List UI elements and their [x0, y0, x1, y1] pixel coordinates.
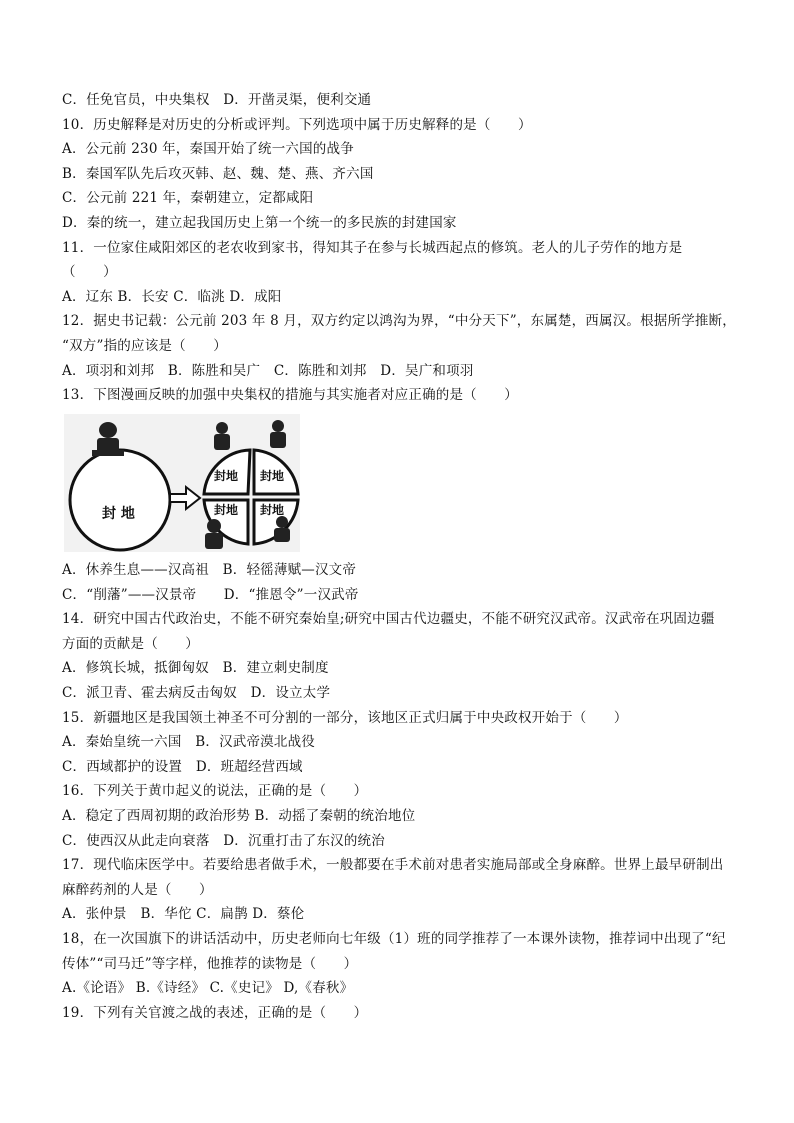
fief-label: 封地	[260, 503, 285, 517]
option-line: A．秦始皇统一六国 B．汉武帝漠北战役	[62, 734, 315, 751]
question-13: 13．下图漫画反映的加强中央集权的措施与其实施者对应正确的是（ ）	[62, 387, 518, 404]
option-line: C．西域都护的设置 D．班超经营西域	[62, 758, 303, 775]
option-line: D．秦的统一，建立起我国历史上第一个统一的多民族的封建国家	[62, 214, 457, 231]
option-line: C．使西汉从此走向衰落 D．沉重打击了东汉的统治	[62, 832, 385, 849]
fief-label: 封地	[214, 503, 239, 517]
option-line: A．稳定了西周初期的政治形势 B．动摇了秦朝的统治地位	[62, 807, 416, 824]
option-line: C．派卫青、霍去病反击匈奴 D．设立太学	[62, 684, 331, 701]
question-18: 18，在一次国旗下的讲话活动中，历史老师向七年级（1）班的同学推荐了一本课外读物，推荐词中出现了“纪	[62, 930, 726, 947]
fief-label: 封地	[214, 469, 239, 483]
question-17: 17．现代临床医学中。若要给患者做手术，一般都要在手术前对患者实施局部或全身麻醉。世界上最早研制出	[62, 857, 724, 874]
option-line: A．公元前 230 年，秦国开始了统一六国的战争	[62, 141, 354, 158]
text-line: “双方”指的应该是（ ）	[62, 337, 227, 354]
text-line: 传体”“司马迁”等字样，他推荐的读物是（ ）	[62, 955, 358, 972]
cartoon-illustration	[64, 414, 300, 552]
fief-label: 封地	[260, 469, 285, 483]
big-fief-circle	[70, 450, 170, 550]
option-line: C．“削藩”——汉景帝 D．“推恩令”一汉武帝	[62, 586, 359, 603]
question-10: 10．历史解释是对历史的分析或评判。下列选项中属于历史解释的是（ ）	[62, 116, 532, 133]
option-line: A．休养生息——汉高祖 B．轻徭薄赋—汉文帝	[62, 562, 357, 578]
option-line: B．秦国军队先后攻灭韩、赵、魏、楚、燕、齐六国	[62, 165, 374, 182]
text-line: （ ）	[62, 264, 117, 281]
question-text-top	[62, 88, 742, 408]
left-fief-label: 封 地	[102, 506, 135, 522]
text-line: C．任免官员，中央集权 D．开凿灵渠，便利交通	[62, 92, 372, 108]
question-12: 12．据史书记载：公元前 203 年 8 月，双方约定以鸿沟为界，“中分天下”，东属楚，西属汉。根据所学推断，	[62, 313, 737, 330]
arrow-icon	[170, 487, 200, 509]
seated-lord-icon	[92, 422, 124, 456]
question-16: 16．下列关于黄巾起义的说法，正确的是（ ）	[62, 783, 368, 800]
question-19: 19．下列有关官渡之战的表述，正确的是（ ）	[62, 1004, 368, 1021]
question-11: 11．一位家住咸阳郊区的老农收到家书，得知其子在参与长城西起点的修筑。老人的儿子劳作的地方是	[62, 239, 683, 256]
option-line: A．辽东 B．长安 C．临洮 D．成阳	[62, 288, 282, 305]
question-text-bottom	[62, 558, 742, 1025]
text-line: 方面的贡献是（ ）	[62, 635, 199, 652]
text-line: 麻醉药剂的人是（ ）	[62, 881, 213, 898]
option-line: C．公元前 221 年，秦朝建立，定都咸阳	[62, 190, 314, 207]
question-14: 14．研究中国古代政治史，不能不研究秦始皇;研究中国古代边疆史，不能不研究汉武帝。汉武帝在巩固边疆	[62, 611, 715, 628]
cartoon-figure	[64, 414, 300, 552]
option-line: A．张仲景 B．华佗 C．扁鹊 D．蔡伦	[62, 906, 305, 923]
option-line: A．项羽和刘邦 B．陈胜和吴广 C．陈胜和刘邦 D．吴广和项羽	[62, 362, 474, 379]
option-line: A．修筑长城，抵御匈奴 B．建立刺史制度	[62, 660, 329, 677]
question-15: 15．新疆地区是我国领土神圣不可分割的一部分，该地区正式归属于中央政权开始于（ ）	[62, 709, 628, 726]
option-line: A.《论语》 B.《诗经》 C.《史记》 D,《春秋》	[62, 980, 354, 997]
